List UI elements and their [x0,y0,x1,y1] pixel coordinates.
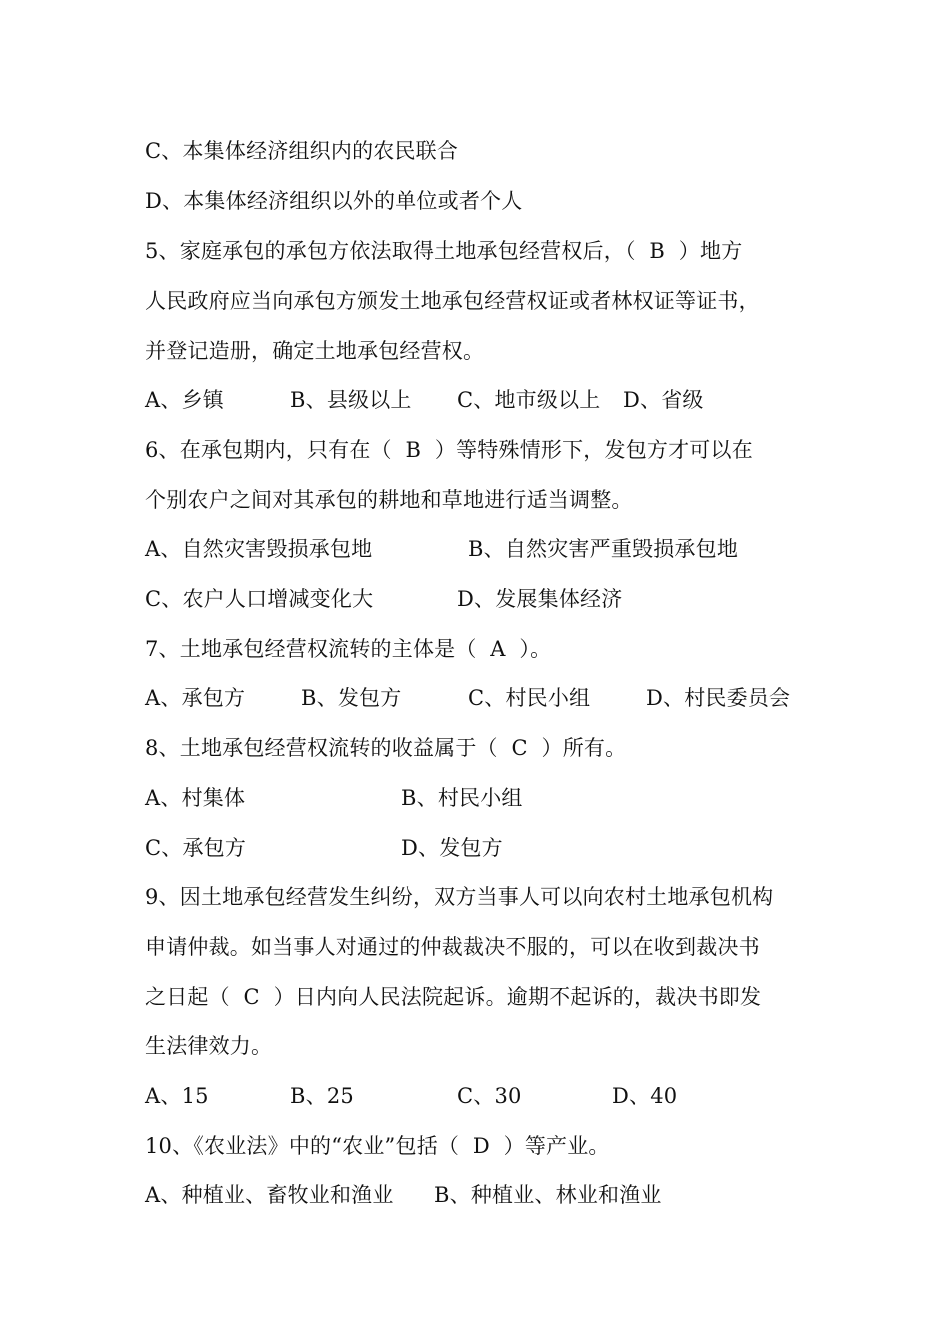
question-10-line: 10、《农业法》中的“农业”包括（ D ）等产业。 [145,1134,610,1158]
question-9-line-4: 生法律效力。 [145,1034,273,1058]
option-c: C、30 [457,1084,522,1108]
question-6-line-1: 6、在承包期内，只有在（ B ）等特殊情形下，发包方才可以在 [145,438,753,462]
option-a: A、种植业、畜牧业和渔业 [145,1183,394,1207]
question-8-options-row-1 [145,780,523,816]
question-5-line-2: 人民政府应当向承包方颁发土地承包经营权证或者林权证等证书， [145,289,760,313]
question-5-line-1: 5、家庭承包的承包方依法取得土地承包经营权后，（ B ）地方 [145,239,743,263]
option-line-d: D、本集体经济组织以外的单位或者个人 [145,189,523,213]
question-6-line-2: 个别农户之间对其承包的耕地和草地进行适当调整。 [145,488,633,512]
option-b: B、村民小组 [401,786,523,810]
option-d: D、发包方 [401,836,503,860]
option-d: D、村民委员会 [646,686,791,710]
question-6-options-row-2 [145,581,623,617]
question-5-options [145,382,704,418]
option-d: D、40 [612,1084,678,1108]
question-7-options [145,680,791,716]
question-10-options [145,1177,662,1213]
question-9-options [145,1078,678,1114]
question-9-line-3: 之日起（ C ）日内向人民法院起诉。逾期不起诉的，裁决书即发 [145,985,762,1009]
question-8-line: 8、土地承包经营权流转的收益属于（ C ）所有。 [145,736,627,760]
question-7-line: 7、土地承包经营权流转的主体是（ A ）。 [145,637,552,661]
option-a: A、自然灾害毁损承包地 [145,537,373,561]
option-c: C、地市级以上 [457,388,601,412]
option-line-c: C、本集体经济组织内的农民联合 [145,139,459,163]
option-b: B、自然灾害严重毁损承包地 [468,537,739,561]
question-9-line-1: 9、因土地承包经营发生纠纷，双方当事人可以向农村土地承包机构 [145,885,774,909]
option-c: C、承包方 [145,836,247,860]
option-a: A、乡镇 [145,388,224,412]
option-a: A、承包方 [145,686,246,710]
question-6-options-row-1 [145,531,739,567]
option-c: C、村民小组 [468,686,591,710]
question-5-line-3: 并登记造册，确定土地承包经营权。 [145,339,485,363]
option-d: D、省级 [623,388,704,412]
option-a: A、村集体 [145,786,246,810]
question-8-options-row-2 [145,830,503,866]
option-b: B、发包方 [301,686,402,710]
option-b: B、县级以上 [290,388,412,412]
option-b: B、种植业、林业和渔业 [434,1183,662,1207]
option-d: D、发展集体经济 [457,587,623,611]
option-b: B、25 [290,1084,354,1108]
option-c: C、农户人口增减变化大 [145,587,374,611]
option-a: A、15 [145,1084,209,1108]
question-9-line-2: 申请仲裁。如当事人对通过的仲裁裁决不服的，可以在收到裁决书 [145,935,760,959]
